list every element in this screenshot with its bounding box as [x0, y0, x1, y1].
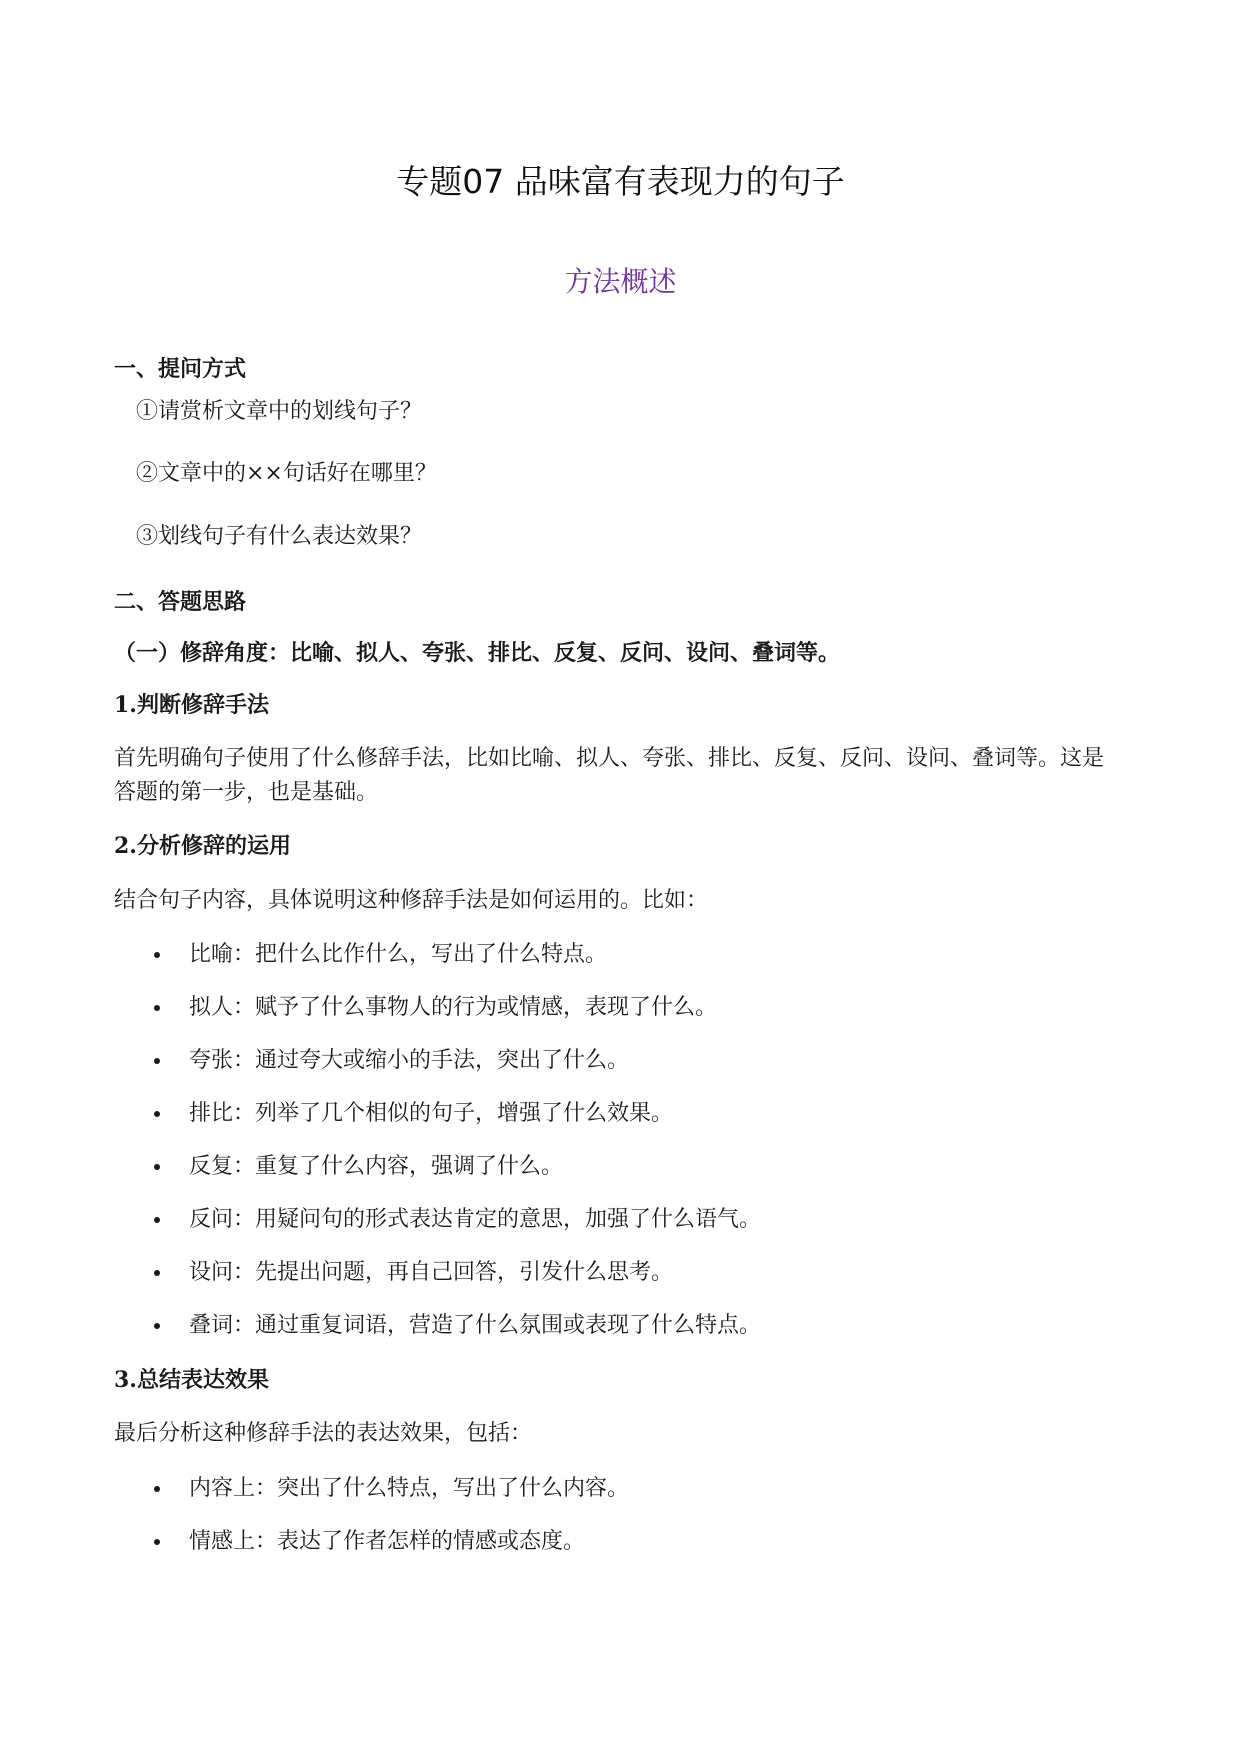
question-item: ①请赏析文章中的划线句子？: [136, 399, 423, 424]
question-item: ③划线句子有什么表达效果？: [136, 524, 423, 549]
list-item-text: 反问：用疑问句的形式表达肯定的意思，加强了什么语气。: [189, 1207, 762, 1232]
list-item-text: 情感上：表达了作者怎样的情感或态度。: [189, 1529, 586, 1554]
question-item: ②文章中的××句话好在哪里？: [136, 461, 437, 486]
list-item-text: 比喻：把什么比作什么，写出了什么特点。: [189, 942, 608, 967]
subsection-heading-rhetoric: （一）修辞角度：比喻、拟人、夸张、排比、反复、反问、设问、叠词等。: [114, 640, 841, 666]
bullet-icon: [154, 1217, 160, 1223]
bullet-icon: [154, 1270, 160, 1276]
section-subtitle: 方法概述: [564, 265, 677, 298]
list-item-text: 叠词：通过重复词语，营造了什么氛围或表现了什么特点。: [189, 1313, 762, 1338]
bullet-icon: [154, 1539, 160, 1545]
step-intro-summarize: 最后分析这种修辞手法的表达效果，包括：: [114, 1421, 533, 1446]
list-item-text: 内容上：突出了什么特点，写出了什么内容。: [189, 1476, 630, 1501]
bullet-icon: [154, 1111, 160, 1117]
bullet-icon: [154, 952, 160, 958]
list-item-text: 拟人：赋予了什么事物人的行为或情感，表现了什么。: [189, 995, 718, 1020]
bullet-icon: [154, 1164, 160, 1170]
section-heading-questioning: 一、提问方式: [114, 356, 247, 382]
section-heading-approach: 二、答题思路: [114, 589, 247, 615]
list-item-text: 排比：列举了几个相似的句子，增强了什么效果。: [189, 1101, 674, 1126]
page-title: 专题07 品味富有表现力的句子: [396, 162, 845, 201]
list-item-text: 夸张：通过夸大或缩小的手法，突出了什么。: [189, 1048, 630, 1073]
bullet-icon: [154, 1323, 160, 1329]
step-paragraph-identify: 首先明确句子使用了什么修辞手法，比如比喻、拟人、夸张、排比、反复、反问、设问、叠词等。这是答题的第一步，也是基础。: [114, 746, 1105, 805]
bullet-icon: [154, 1058, 160, 1064]
bullet-icon: [154, 1486, 160, 1492]
list-item-text: 反复：重复了什么内容，强调了什么。: [189, 1154, 564, 1179]
bullet-icon: [154, 1005, 160, 1011]
step-heading-identify: 1.判断修辞手法: [114, 692, 269, 718]
step-heading-analyze: 2.分析修辞的运用: [114, 833, 291, 859]
step-intro-analyze: 结合句子内容，具体说明这种修辞手法是如何运用的。比如：: [114, 888, 709, 913]
step-heading-summarize: 3.总结表达效果: [114, 1367, 269, 1393]
list-item-text: 设问：先提出问题，再自己回答，引发什么思考。: [189, 1260, 674, 1285]
